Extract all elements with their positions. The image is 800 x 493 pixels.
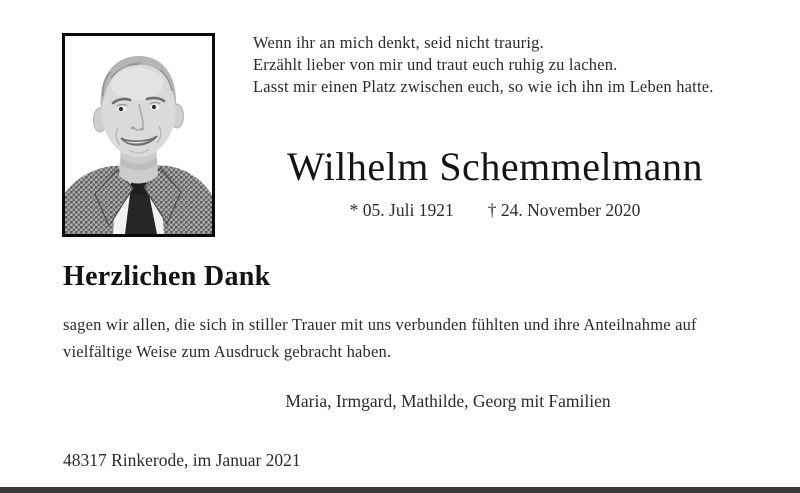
place-date: 48317 Rinkerode, im Januar 2021 bbox=[63, 450, 301, 470]
thanks-line-2: vielfältige Weise zum Ausdruck gebracht haben. bbox=[63, 342, 392, 361]
poem-line-2: Erzählt lieber von mir und traut euch ruhig zu lachen. bbox=[253, 55, 618, 74]
bottom-divider-bar bbox=[0, 487, 800, 493]
birth-date: * 05. Juli 1921 bbox=[349, 200, 454, 220]
poem-line-1: Wenn ihr an mich denkt, seid nicht traurig. bbox=[253, 33, 544, 52]
portrait-photo-illustration bbox=[65, 36, 212, 234]
memorial-poem bbox=[253, 32, 714, 98]
deceased-name: Wilhelm Schemmelmann bbox=[286, 144, 704, 189]
poem-line-3: Lasst mir einen Platz zwischen euch, so wie ich ihn im Leben hatte. bbox=[253, 77, 714, 96]
thanks-heading: Herzlichen Dank bbox=[63, 261, 271, 292]
deceased-block bbox=[255, 146, 735, 221]
portrait-photo bbox=[62, 33, 215, 237]
life-dates bbox=[255, 200, 735, 221]
death-date: † 24. November 2020 bbox=[487, 200, 641, 220]
thanks-line-1: sagen wir allen, die sich in stiller Trauer mit uns verbunden fühlten und ihre Anteilnahme auf bbox=[63, 315, 697, 334]
family-names: Maria, Irmgard, Mathilde, Georg mit Familien bbox=[285, 391, 611, 411]
thanks-message bbox=[63, 311, 697, 365]
